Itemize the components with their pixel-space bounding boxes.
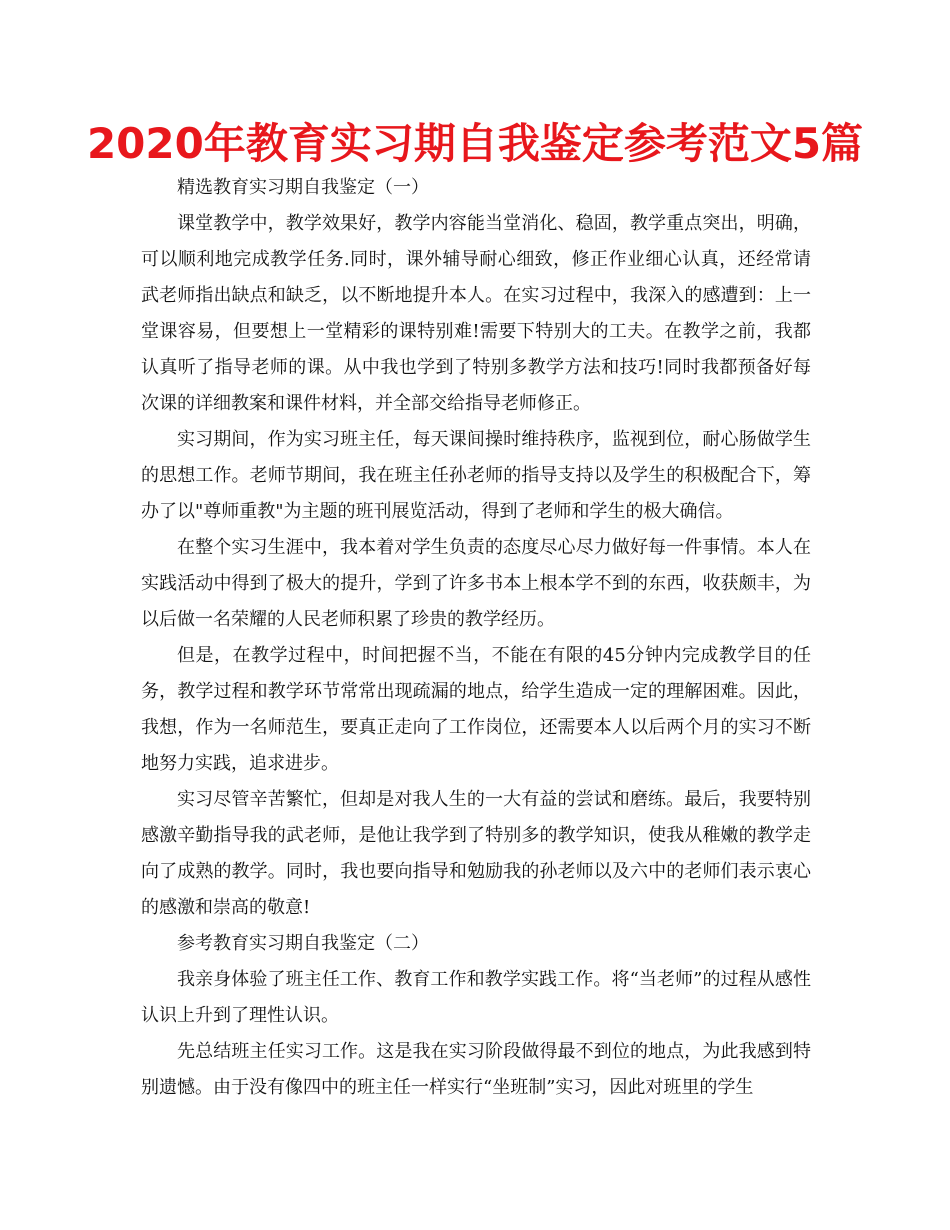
section-heading-1: 精选教育实习期自我鉴定（一）	[177, 177, 429, 198]
section-heading-2: 参考教育实习期自我鉴定（二）	[177, 933, 429, 954]
document-body	[141, 170, 811, 1106]
paragraph-2-2: 先总结班主任实习工作。这是我在实习阶段做得最不到位的地点，为此我感到特别遗憾。由于没有像四中的班主任一样实行“坐班制”实习，因此对班里的学生	[141, 1041, 811, 1098]
paragraph-1-4: 但是，在教学过程中，时间把握不当，不能在有限的45分钟内完成教学目的任务，教学过程和教学环节常常出现疏漏的地点，给学生造成一定的理解困难。因此，我想，作为一名师范生，要真正走向了工作岗位，还需要本人以后两个月的实习不断地努力实践，追求进步。	[141, 645, 811, 774]
paragraph-1-1: 课堂教学中，教学效果好，教学内容能当堂消化、稳固，教学重点突出，明确，可以顺利地完成教学任务.同时，课外辅导耐心细致，修正作业细心认真，还经常请武老师指出缺点和缺乏，以不断地提升本人。在实习过程中，我深入的感遭到：上一堂课容易，但要想上一堂精彩的课特别难!需要下特别大的工夫。在教学之前，我都认真听了指导老师的课。从中我也学到了特别多教学方法和技巧!同时我都预备好每次课的详细教案和课件材料，并全部交给指导老师修正。	[141, 213, 811, 414]
document-title: 2020年教育实习期自我鉴定参考范文5篇	[86, 119, 864, 168]
paragraph-1-3: 在整个实习生涯中，我本着对学生负责的态度尽心尽力做好每一件事情。本人在实践活动中得到了极大的提升，学到了许多书本上根本学不到的东西，收获颇丰，为以后做一名荣耀的人民老师积累了珍贵的教学经历。	[141, 537, 811, 630]
paragraph-1-2: 实习期间，作为实习班主任，每天课间操时维持秩序，监视到位，耐心肠做学生的思想工作。老师节期间，我在班主任孙老师的指导支持以及学生的积极配合下，筹办了以"尊师重教"为主题的班刊展览活动，得到了老师和学生的极大确信。	[141, 429, 811, 522]
paragraph-1-5: 实习尽管辛苦繁忙，但却是对我人生的一大有益的尝试和磨练。最后，我要特别感激辛勤指导我的武老师，是他让我学到了特别多的教学知识，使我从稚嫩的教学走向了成熟的教学。同时，我也要向指导和勉励我的孙老师以及六中的老师们表示衷心的感激和崇高的敬意!	[141, 789, 811, 918]
paragraph-2-1: 我亲身体验了班主任工作、教育工作和教学实践工作。将“当老师”的过程从感性认识上升到了理性认识。	[141, 969, 811, 1026]
